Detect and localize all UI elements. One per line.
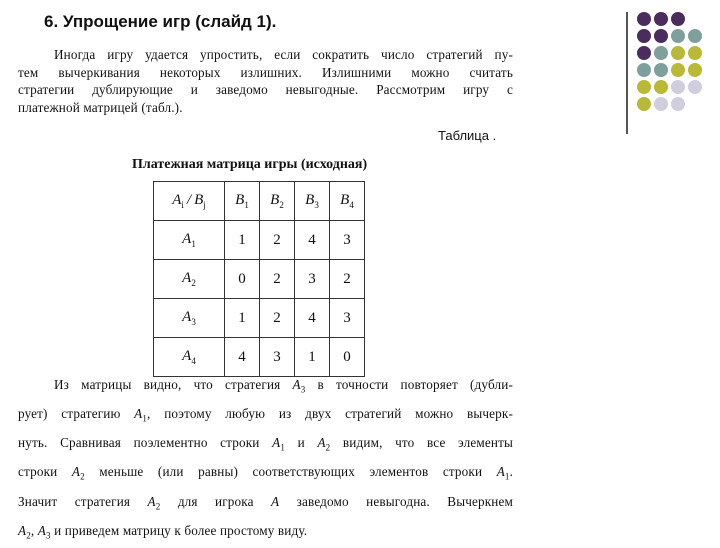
column-header-label: $B_2$: [270, 192, 284, 210]
intro-paragraph: [18, 46, 513, 116]
conclusion-text: и приведем матрицу к более простому виду.: [54, 522, 308, 538]
symbol-A3: $A_3$: [37, 522, 51, 541]
decor-dot: [671, 80, 685, 94]
symbol-A2: $A_2$: [317, 435, 331, 453]
row-label: $A_4$: [182, 348, 196, 366]
decor-dot: [637, 12, 651, 26]
row-label: $A_3$: [182, 309, 196, 327]
intro-line: стратегии дублирующие и заведомо невыгодные. Рассмотрим игру с: [18, 82, 513, 97]
column-header: [260, 182, 295, 221]
conclusion-text: нуть. Сравнивая поэлементно строки: [18, 435, 260, 451]
decor-dot: [671, 12, 685, 26]
conclusion-text: рует) стратегию: [18, 406, 121, 422]
symbol-A2: $A_2$: [147, 493, 161, 512]
conclusion-text: .: [509, 464, 514, 480]
symbol-A2: $A_2$: [18, 522, 31, 541]
table-row: [154, 221, 365, 260]
symbol-A: A: [271, 493, 280, 509]
payoff-matrix: [153, 181, 365, 377]
conclusion-text: строки: [18, 464, 58, 480]
table-cell: 2: [330, 260, 365, 299]
row-header: [154, 260, 225, 299]
table-caption: Таблица .: [438, 128, 497, 143]
table-cell: 0: [225, 260, 260, 299]
table-cell: 1: [225, 299, 260, 338]
column-header: [330, 182, 365, 221]
table-row: [154, 338, 365, 377]
table-header-row: [154, 182, 365, 221]
conclusion-text: , поэтому любую из двух стратегий можно вычерк-: [147, 406, 513, 422]
conclusion-text: Значит стратегия: [18, 493, 131, 509]
conclusion-line: $A_2$, $A_3$ и приведем матрицу к более простому виду.: [18, 522, 308, 541]
column-header: [225, 182, 260, 221]
decor-dot: [637, 80, 651, 94]
table-cell: 3: [260, 338, 295, 377]
decor-dot: [654, 63, 668, 77]
row-header: [154, 299, 225, 338]
decor-dot: [671, 29, 685, 43]
divider-line: [626, 12, 628, 134]
row-header: [154, 221, 225, 260]
decor-dot: [671, 97, 685, 111]
intro-line: платежной матрицей (табл.).: [18, 99, 183, 115]
conclusion-text: для игрока: [177, 493, 254, 509]
decor-dot: [654, 80, 668, 94]
row-label: $A_1$: [182, 231, 196, 249]
decor-dot: [654, 46, 668, 60]
decor-dot: [637, 29, 651, 43]
intro-line: тем вычеркивания некоторых излишних. Излишними можно считать: [18, 64, 513, 80]
conclusion-paragraph: [18, 373, 513, 548]
conclusion-line: [18, 490, 513, 519]
table-cell: 4: [295, 299, 330, 338]
decor-dot: [637, 97, 651, 111]
column-header-label: $B_1$: [235, 192, 249, 210]
column-header: [295, 182, 330, 221]
symbol-A3: $A_3$: [292, 377, 306, 395]
intro-line: Иногда игру удается упростить, если сократить число стратегий пу-: [54, 47, 513, 62]
decor-dot: [671, 46, 685, 60]
conclusion-text: видим, что все элементы: [342, 435, 513, 451]
table-cell: 1: [225, 221, 260, 260]
conclusion-text: Из матрицы видно, что стратегия: [54, 377, 281, 392]
symbol-A2: $A_2$: [71, 464, 85, 483]
table-cell: 4: [295, 221, 330, 260]
column-header-label: $B_3$: [305, 192, 319, 210]
table-cell: 3: [330, 221, 365, 260]
decor-dot: [688, 80, 702, 94]
table-corner-cell: $A_i / B_j$: [154, 182, 225, 221]
conclusion-text: в точности повторяет (дубли-: [317, 377, 513, 392]
conclusion-text: и: [297, 435, 305, 451]
table-cell: 2: [260, 260, 295, 299]
table-cell: 1: [295, 338, 330, 377]
decor-dot: [637, 63, 651, 77]
decor-dot: [654, 29, 668, 43]
conclusion-text: меньше (или равны) соответствующих элементов строки: [99, 464, 483, 480]
decor-dot: [671, 63, 685, 77]
slide-title: 6. Упрощение игр (слайд 1).: [44, 12, 277, 31]
table-row: [154, 260, 365, 299]
conclusion-text: заведомо невыгодна. Вычеркнем: [296, 493, 514, 509]
symbol-A1: $A_1$: [134, 406, 148, 424]
table-cell: 2: [260, 299, 295, 338]
symbol-A1: $A_1$: [272, 435, 285, 453]
row-header: [154, 338, 225, 377]
conclusion-line: [18, 431, 513, 460]
decor-dot: [688, 29, 702, 43]
table-row: [154, 299, 365, 338]
row-label: $A_2$: [182, 270, 196, 288]
table-cell: 2: [260, 221, 295, 260]
symbol-A1: $A_1$: [496, 464, 510, 483]
table-cell: 3: [295, 260, 330, 299]
table-title: Платежная матрица игры (исходная): [132, 157, 368, 172]
decor-dot: [688, 63, 702, 77]
table-cell: 0: [330, 338, 365, 377]
decor-dot: [688, 46, 702, 60]
conclusion-line: [18, 402, 513, 431]
decor-dot: [654, 97, 668, 111]
decor-dot: [654, 12, 668, 26]
table-cell: 3: [330, 299, 365, 338]
column-header-label: $B_4$: [340, 192, 354, 210]
table-cell: 4: [225, 338, 260, 377]
conclusion-line: [18, 460, 513, 489]
decor-dot: [637, 46, 651, 60]
conclusion-line: [18, 373, 513, 402]
